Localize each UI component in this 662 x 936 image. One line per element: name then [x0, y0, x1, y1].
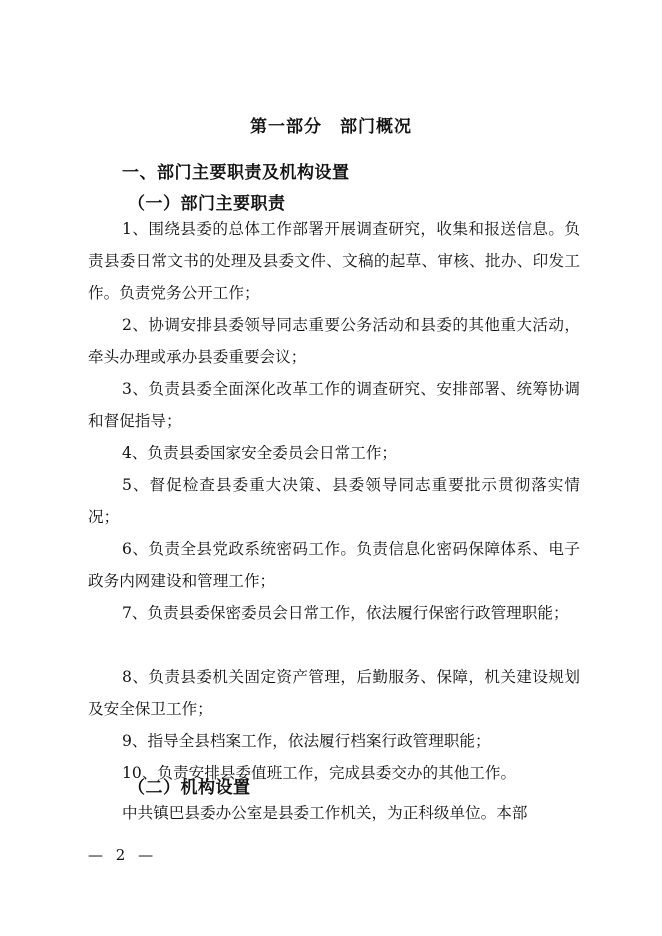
- duty-paragraph-6: 6、负责全县党政系统密码工作。负责信息化密码保障体系、电子政务内网建设和管理工作；: [88, 540, 580, 590]
- page-number: — 2 —: [88, 846, 158, 864]
- duty-paragraph-9: 9、指导全县档案工作，依法履行档案行政管理职能；: [122, 732, 491, 750]
- section-heading-duties-and-structure: 一、部门主要职责及机构设置: [122, 163, 350, 183]
- duty-paragraph-7: 7、负责县委保密委员会日常工作，依法履行保密行政管理职能；: [122, 604, 569, 622]
- duty-paragraph-2: 2、协调安排县委领导同志重要公务活动和县委的其他重大活动，牵头办理或承办县委重要会议；: [88, 316, 580, 366]
- part-title: 第一部分 部门概况: [250, 117, 412, 137]
- duty-paragraph-10: 10、负责安排县委值班工作，完成县委交办的其他工作。: [122, 764, 517, 782]
- duty-paragraph-8: 8、负责县委机关固定资产管理，后勤服务、保障，机关建设规划及安全保卫工作；: [88, 668, 580, 718]
- org-structure-paragraph: 中共镇巴县委办公室是县委工作机关，为正科级单位。本部: [122, 804, 528, 822]
- duty-paragraph-3: 3、负责县委全面深化改革工作的调查研究、安排部署、统筹协调和督促指导；: [88, 380, 580, 430]
- duty-paragraph-1: 1、围绕县委的总体工作部署开展调查研究，收集和报送信息。负责县委日常文书的处理及县委文件、文稿的起草、审核、批办、印发工作。负责党务公开工作；: [88, 220, 580, 302]
- duty-paragraph-5: 5、督促检查县委重大决策、县委领导同志重要批示贯彻落实情况；: [88, 476, 580, 526]
- duty-paragraph-4: 4、负责县委国家安全委员会日常工作；: [122, 444, 398, 462]
- subsection-heading-main-duties: （一）部门主要职责: [128, 194, 286, 214]
- subsection-heading-org-structure: （二）机构设置: [128, 778, 251, 798]
